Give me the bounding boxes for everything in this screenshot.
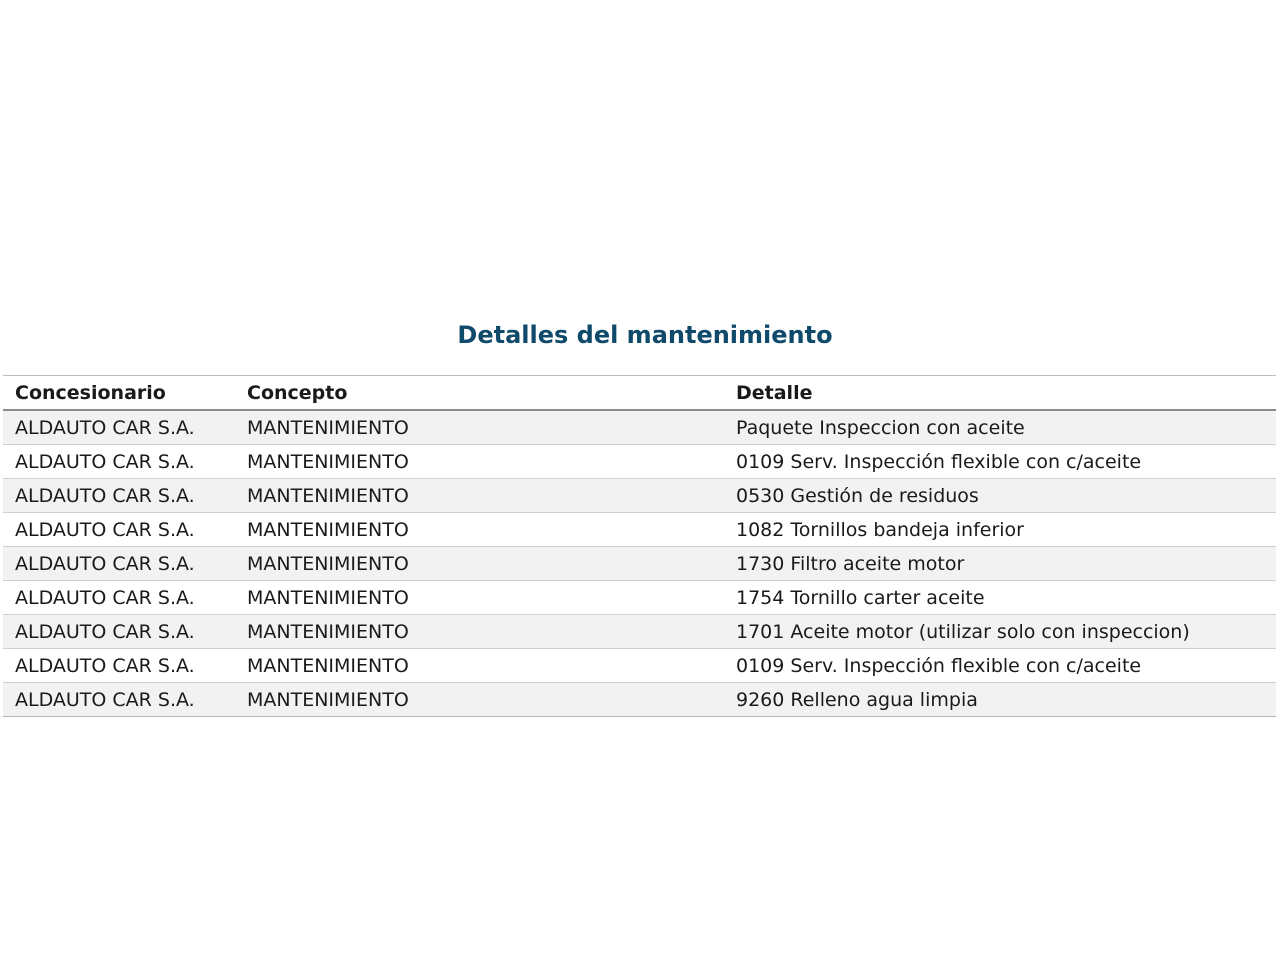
table-row	[3, 683, 1276, 717]
table-row	[3, 649, 1276, 683]
table-row	[3, 581, 1276, 615]
cell-concepto: MANTENIMIENTO	[235, 445, 724, 479]
table-row	[3, 547, 1276, 581]
cell-concesionario: ALDAUTO CAR S.A.	[3, 615, 235, 649]
cell-concesionario: ALDAUTO CAR S.A.	[3, 547, 235, 581]
maintenance-details-table	[3, 375, 1276, 717]
cell-concesionario: ALDAUTO CAR S.A.	[3, 410, 235, 445]
cell-concesionario: ALDAUTO CAR S.A.	[3, 581, 235, 615]
table-row	[3, 445, 1276, 479]
cell-concesionario: ALDAUTO CAR S.A.	[3, 445, 235, 479]
page-title-text: Detalles del mantenimiento	[457, 321, 833, 349]
cell-concepto: MANTENIMIENTO	[235, 513, 724, 547]
cell-detalle: 0530 Gestión de residuos	[724, 479, 1276, 513]
column-header-detalle: Detalle	[724, 376, 1276, 411]
column-header-concesionario: Concesionario	[3, 376, 235, 411]
table-row	[3, 479, 1276, 513]
cell-concesionario: ALDAUTO CAR S.A.	[3, 649, 235, 683]
cell-concepto: MANTENIMIENTO	[235, 615, 724, 649]
table-row	[3, 513, 1276, 547]
cell-concepto: MANTENIMIENTO	[235, 683, 724, 717]
table-header-row	[3, 376, 1276, 411]
table-row	[3, 410, 1276, 445]
cell-detalle: 0109 Serv. Inspección flexible con c/aceite	[724, 649, 1276, 683]
cell-detalle: 1701 Aceite motor (utilizar solo con inspeccion)	[724, 615, 1276, 649]
cell-detalle: Paquete Inspeccion con aceite	[724, 410, 1276, 445]
cell-concesionario: ALDAUTO CAR S.A.	[3, 683, 235, 717]
column-header-concepto: Concepto	[235, 376, 724, 411]
cell-concepto: MANTENIMIENTO	[235, 649, 724, 683]
page-title	[0, 312, 1280, 352]
cell-detalle: 0109 Serv. Inspección flexible con c/aceite	[724, 445, 1276, 479]
cell-concepto: MANTENIMIENTO	[235, 479, 724, 513]
cell-concepto: MANTENIMIENTO	[235, 410, 724, 445]
table-row	[3, 615, 1276, 649]
cell-concepto: MANTENIMIENTO	[235, 581, 724, 615]
cell-concepto: MANTENIMIENTO	[235, 547, 724, 581]
cell-concesionario: ALDAUTO CAR S.A.	[3, 479, 235, 513]
cell-detalle: 9260 Relleno agua limpia	[724, 683, 1276, 717]
cell-detalle: 1754 Tornillo carter aceite	[724, 581, 1276, 615]
cell-detalle: 1082 Tornillos bandeja inferior	[724, 513, 1276, 547]
cell-detalle: 1730 Filtro aceite motor	[724, 547, 1276, 581]
cell-concesionario: ALDAUTO CAR S.A.	[3, 513, 235, 547]
